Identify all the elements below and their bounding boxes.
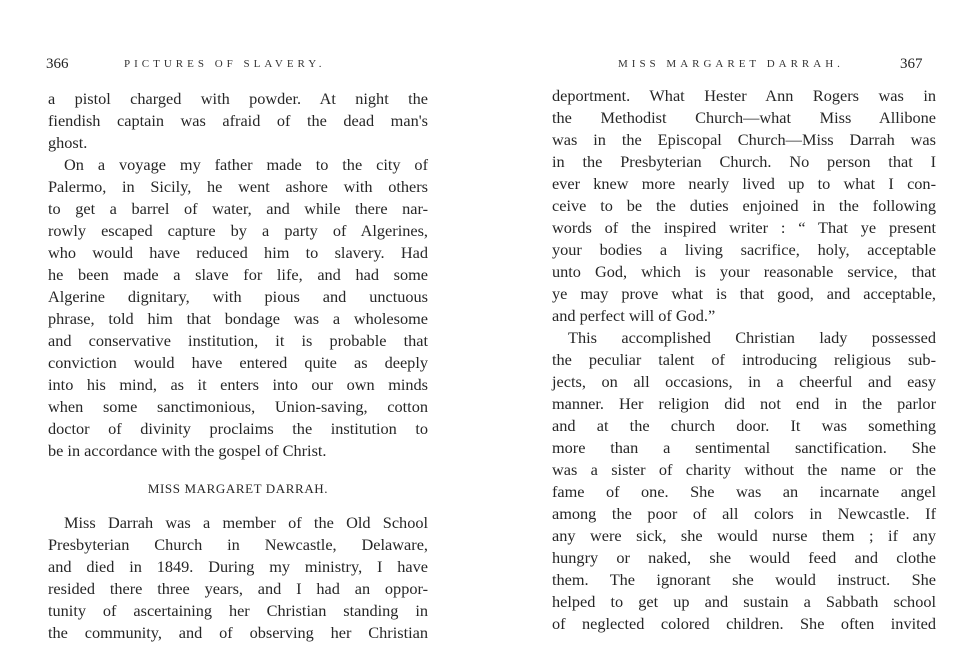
text-line: unto God, which is your reasonable service, that	[552, 262, 936, 281]
text-line: when some sanctimonious, Union-saving, cotton	[48, 397, 428, 416]
text-line: the community, and of observing her Christian	[48, 623, 428, 642]
paragraph	[48, 88, 428, 154]
text-line: among the poor of all colors in Newcastle. If	[552, 504, 936, 523]
section-heading: MISS MARGARET DARRAH.	[147, 481, 329, 496]
text-line: hungry or naked, she would feed and clothe	[552, 548, 936, 567]
text-line: of neglected colored children. She often invited	[552, 614, 936, 633]
text-line: Presbyterian Church in Newcastle, Delaware,	[48, 535, 428, 554]
text-line: On a voyage my father made to the city of	[64, 155, 428, 174]
text-line: rowly escaped capture by a party of Algerines,	[48, 221, 428, 240]
text-line: who would have reduced him to slavery. Had	[48, 243, 428, 262]
text-line: and conservative institution, it is probable that	[48, 331, 428, 350]
paragraph	[48, 154, 428, 462]
text-line: deportment. What Hester Ann Rogers was in	[552, 86, 936, 105]
text-line: be in accordance with the gospel of Christ.	[48, 441, 327, 460]
text-line: your bodies a living sacrifice, holy, acceptable	[552, 240, 936, 259]
text-line: more than a sentimental sanctification. She	[552, 438, 936, 457]
text-line: them. The ignorant she would instruct. She	[552, 570, 936, 589]
running-head: MISS MARGARET DARRAH.	[618, 58, 844, 70]
running-head: PICTURES OF SLAVERY.	[124, 58, 326, 70]
text-line: and perfect will of God.”	[552, 306, 716, 325]
text-line: and at the church door. It was something	[552, 416, 936, 435]
text-line: he been made a slave for life, and had some	[48, 265, 428, 284]
text-line: words of the inspired writer : “ That ye present	[552, 218, 936, 237]
text-line: phrase, told him that bondage was a wholesome	[48, 309, 428, 328]
text-line: fiendish captain was afraid of the dead man's	[48, 111, 428, 130]
text-line: ever knew more nearly lived up to what I con-	[552, 174, 936, 193]
text-line: jects, on all occasions, in a cheerful and easy	[552, 372, 936, 391]
text-line: conviction would have entered quite as deeply	[48, 353, 428, 372]
text-line: fame of one. She was an incarnate angel	[552, 482, 936, 501]
text-line: the Methodist Church—what Miss Allibone	[552, 108, 936, 127]
page-number: 366	[46, 56, 69, 72]
text-line: ye may prove what is that good, and acceptable,	[552, 284, 936, 303]
page-number: 367	[900, 56, 923, 72]
paragraph	[552, 327, 936, 635]
text-line: manner. Her religion did not end in the parlor	[552, 394, 936, 413]
text-line: doctor of divinity proclaims the institution to	[48, 419, 428, 438]
text-line: and died in 1849. During my ministry, I have	[48, 557, 428, 576]
text-line: resided there three years, and I had an oppor-	[48, 579, 428, 598]
text-line: ghost.	[48, 133, 88, 152]
paragraph	[552, 85, 936, 327]
text-line: helped to get up and sustain a Sabbath school	[552, 592, 936, 611]
text-line: ceive to be the duties enjoined in the following	[552, 196, 936, 215]
text-line: Miss Darrah was a member of the Old School	[64, 513, 428, 532]
text-line: tunity of ascertaining her Christian standing in	[48, 601, 428, 620]
text-line: to get a barrel of water, and while there nar-	[48, 199, 428, 218]
text-line: was a sister of charity without the name or the	[552, 460, 936, 479]
text-line: This accomplished Christian lady possessed	[568, 328, 936, 347]
text-line: Algerine dignitary, with pious and unctuous	[48, 287, 428, 306]
text-line: a pistol charged with powder. At night the	[48, 89, 428, 108]
paragraph	[48, 512, 428, 644]
text-line: was in the Episcopal Church—Miss Darrah was	[552, 130, 936, 149]
text-line: in the Presbyterian Church. No person that I	[552, 152, 936, 171]
text-line: Palermo, in Sicily, he went ashore with others	[48, 177, 428, 196]
text-line: the peculiar talent of introducing religious sub-	[552, 350, 936, 369]
left-text-block	[48, 88, 428, 644]
text-line: into his mind, as it enters into our own minds	[48, 375, 428, 394]
text-line: any were sick, she would nurse them ; if any	[552, 526, 936, 545]
right-text-block	[552, 85, 936, 635]
right-page	[490, 0, 980, 668]
